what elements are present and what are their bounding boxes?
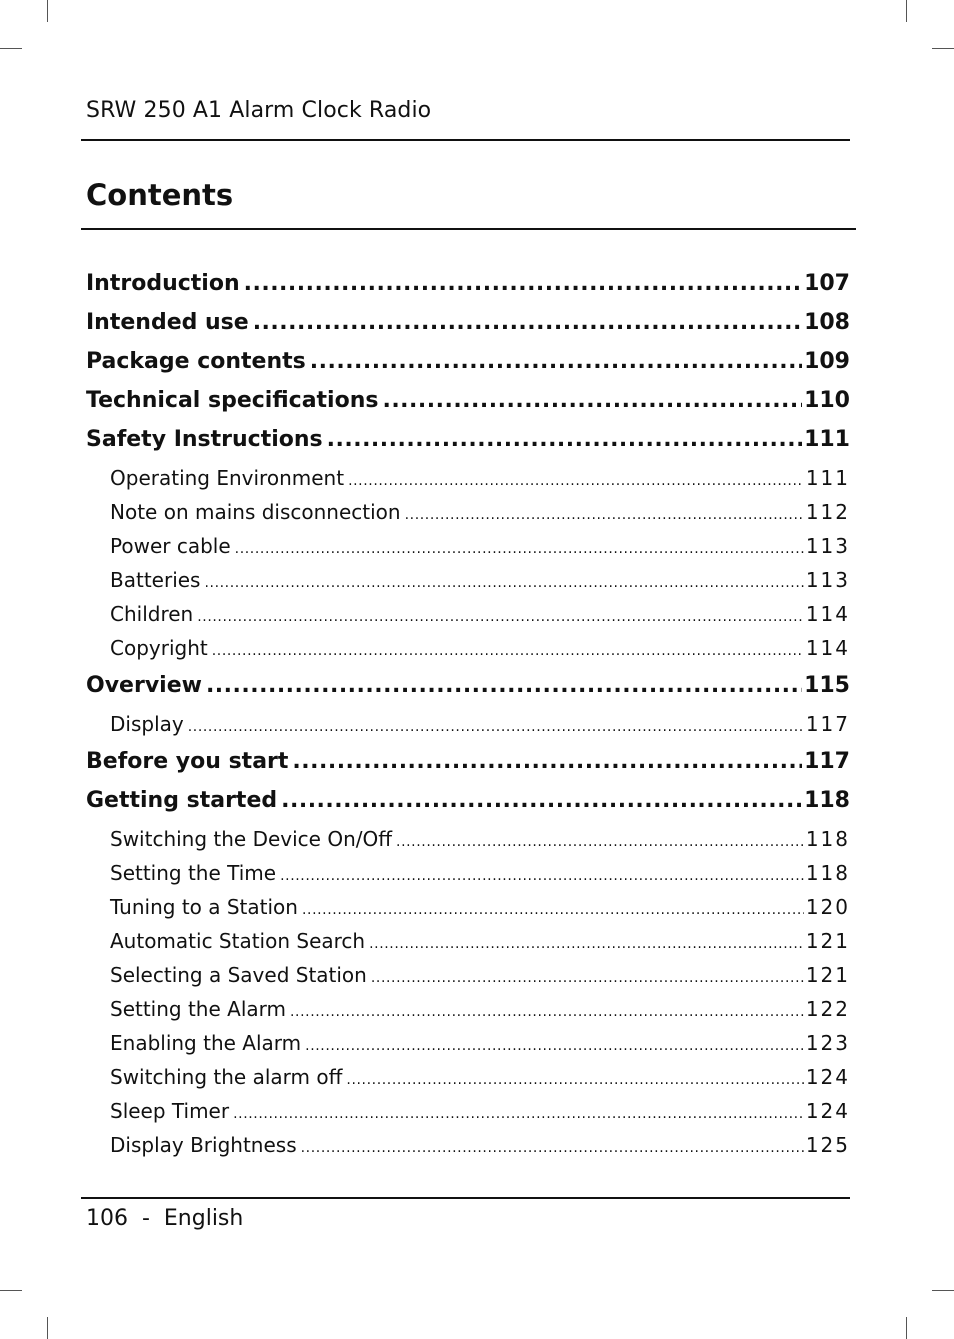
- toc-leader-dots: [327, 427, 802, 452]
- toc-leader-dots: [204, 568, 803, 592]
- toc-leader-dots: [281, 788, 802, 813]
- toc-subentry[interactable]: [86, 1065, 850, 1099]
- toc-page-number: 111: [804, 427, 850, 452]
- toc-subentry[interactable]: [86, 1031, 850, 1065]
- toc-page-number: 115: [804, 673, 850, 698]
- toc-subentry[interactable]: [86, 534, 850, 568]
- toc-entry[interactable]: [86, 271, 850, 310]
- toc-subentry[interactable]: [86, 963, 850, 997]
- title-rule: [81, 228, 856, 230]
- toc-subentry[interactable]: [86, 712, 850, 746]
- toc-page-number: 113: [805, 534, 850, 558]
- toc-entry[interactable]: [86, 749, 850, 788]
- toc-entry-title: Tuning to a Station: [110, 895, 298, 919]
- toc-leader-dots: [396, 827, 804, 851]
- toc-leader-dots: [206, 673, 802, 698]
- toc-leader-dots: [212, 636, 804, 660]
- toc-entry[interactable]: [86, 788, 850, 827]
- toc-leader-dots: [305, 1031, 804, 1055]
- toc-page-number: 111: [805, 466, 850, 490]
- toc-leader-dots: [292, 749, 802, 774]
- toc-page-number: 118: [804, 788, 850, 813]
- toc-entry[interactable]: [86, 310, 850, 349]
- crop-mark-bottom-left-h: [0, 1290, 22, 1291]
- toc-leader-dots: [371, 963, 804, 987]
- toc-entry-title: Setting the Time: [110, 861, 277, 885]
- toc-entry-title: Technical specifications: [86, 388, 379, 413]
- toc-leader-dots: [253, 310, 802, 335]
- toc-page-number: 124: [805, 1099, 850, 1123]
- footer-rule: [81, 1197, 850, 1199]
- toc-page-number: 113: [805, 568, 850, 592]
- crop-mark-top-right-v: [906, 0, 907, 22]
- toc-page-number: 124: [805, 1065, 850, 1089]
- toc-entry[interactable]: [86, 673, 850, 712]
- crop-mark-top-right-h: [932, 48, 954, 49]
- toc-entry-title: Switching the Device On/Off: [110, 827, 393, 851]
- toc-page-number: 112: [805, 500, 850, 524]
- toc-subentry[interactable]: [86, 895, 850, 929]
- toc-page-number: 107: [804, 271, 850, 296]
- toc-page-number: 118: [805, 827, 850, 851]
- toc-page-number: 121: [805, 929, 850, 953]
- toc-entry-title: Introduction: [86, 271, 240, 296]
- toc-entry-title: Selecting a Saved Station: [110, 963, 367, 987]
- toc-leader-dots: [188, 712, 804, 736]
- page-footer: 106 - English: [86, 1206, 244, 1231]
- toc-entry[interactable]: [86, 427, 850, 466]
- toc-page-number: 120: [805, 895, 850, 919]
- toc-entry-title: Children: [110, 602, 194, 626]
- toc-entry-title: Overview: [86, 673, 202, 698]
- toc-subentry[interactable]: [86, 568, 850, 602]
- toc-entry-title: Copyright: [110, 636, 208, 660]
- toc-entry-title: Display Brightness: [110, 1133, 297, 1157]
- crop-mark-bottom-right-h: [932, 1290, 954, 1291]
- toc-entry-title: Intended use: [86, 310, 249, 335]
- toc-leader-dots: [348, 466, 804, 490]
- toc-page-number: 125: [805, 1133, 850, 1157]
- toc-page-number: 118: [805, 861, 850, 885]
- toc-subentry[interactable]: [86, 997, 850, 1031]
- page-title: Contents: [86, 178, 234, 212]
- table-of-contents: [86, 271, 850, 1167]
- toc-leader-dots: [302, 895, 804, 919]
- toc-leader-dots: [369, 929, 804, 953]
- toc-leader-dots: [346, 1065, 803, 1089]
- toc-leader-dots: [233, 1099, 804, 1123]
- toc-page-number: 108: [804, 310, 850, 335]
- toc-subentry[interactable]: [86, 602, 850, 636]
- toc-leader-dots: [382, 388, 802, 413]
- toc-page-number: 121: [805, 963, 850, 987]
- toc-entry-title: Sleep Timer: [110, 1099, 230, 1123]
- toc-leader-dots: [290, 997, 804, 1021]
- toc-leader-dots: [244, 271, 802, 296]
- toc-leader-dots: [310, 349, 802, 374]
- toc-entry-title: Note on mains disconnection: [110, 500, 401, 524]
- toc-entry[interactable]: [86, 349, 850, 388]
- toc-entry-title: Power cable: [110, 534, 231, 558]
- header-rule: [81, 139, 850, 141]
- toc-page-number: 114: [805, 602, 850, 626]
- toc-subentry[interactable]: [86, 929, 850, 963]
- crop-mark-top-left-h: [0, 48, 22, 49]
- toc-page-number: 117: [804, 749, 850, 774]
- toc-page-number: 117: [805, 712, 850, 736]
- toc-leader-dots: [405, 500, 804, 524]
- toc-subentry[interactable]: [86, 1099, 850, 1133]
- toc-leader-dots: [301, 1133, 804, 1157]
- toc-entry-title: Switching the alarm off: [110, 1065, 343, 1089]
- toc-entry-title: Before you start: [86, 749, 289, 774]
- crop-mark-bottom-right-v: [906, 1317, 907, 1339]
- toc-page-number: 122: [805, 997, 850, 1021]
- running-header: SRW 250 A1 Alarm Clock Radio: [86, 98, 432, 123]
- toc-entry-title: Getting started: [86, 788, 278, 813]
- toc-subentry[interactable]: [86, 500, 850, 534]
- toc-page-number: 110: [804, 388, 850, 413]
- toc-subentry[interactable]: [86, 636, 850, 670]
- toc-entry-title: Display: [110, 712, 184, 736]
- crop-mark-top-left-v: [47, 0, 48, 22]
- toc-entry-title: Enabling the Alarm: [110, 1031, 302, 1055]
- toc-subentry[interactable]: [86, 1133, 850, 1167]
- toc-page-number: 114: [805, 636, 850, 660]
- crop-mark-bottom-left-v: [47, 1317, 48, 1339]
- toc-leader-dots: [280, 861, 804, 885]
- toc-leader-dots: [197, 602, 804, 626]
- toc-entry-title: Operating Environment: [110, 466, 345, 490]
- toc-subentry[interactable]: [86, 861, 850, 895]
- toc-entry[interactable]: [86, 388, 850, 427]
- toc-page-number: 109: [804, 349, 850, 374]
- toc-entry-title: Setting the Alarm: [110, 997, 286, 1021]
- toc-entry-title: Safety Instructions: [86, 427, 323, 452]
- toc-leader-dots: [235, 534, 804, 558]
- toc-subentry[interactable]: [86, 827, 850, 861]
- toc-entry-title: Automatic Station Search: [110, 929, 366, 953]
- toc-entry-title: Batteries: [110, 568, 201, 592]
- toc-subentry[interactable]: [86, 466, 850, 500]
- toc-page-number: 123: [805, 1031, 850, 1055]
- toc-entry-title: Package contents: [86, 349, 306, 374]
